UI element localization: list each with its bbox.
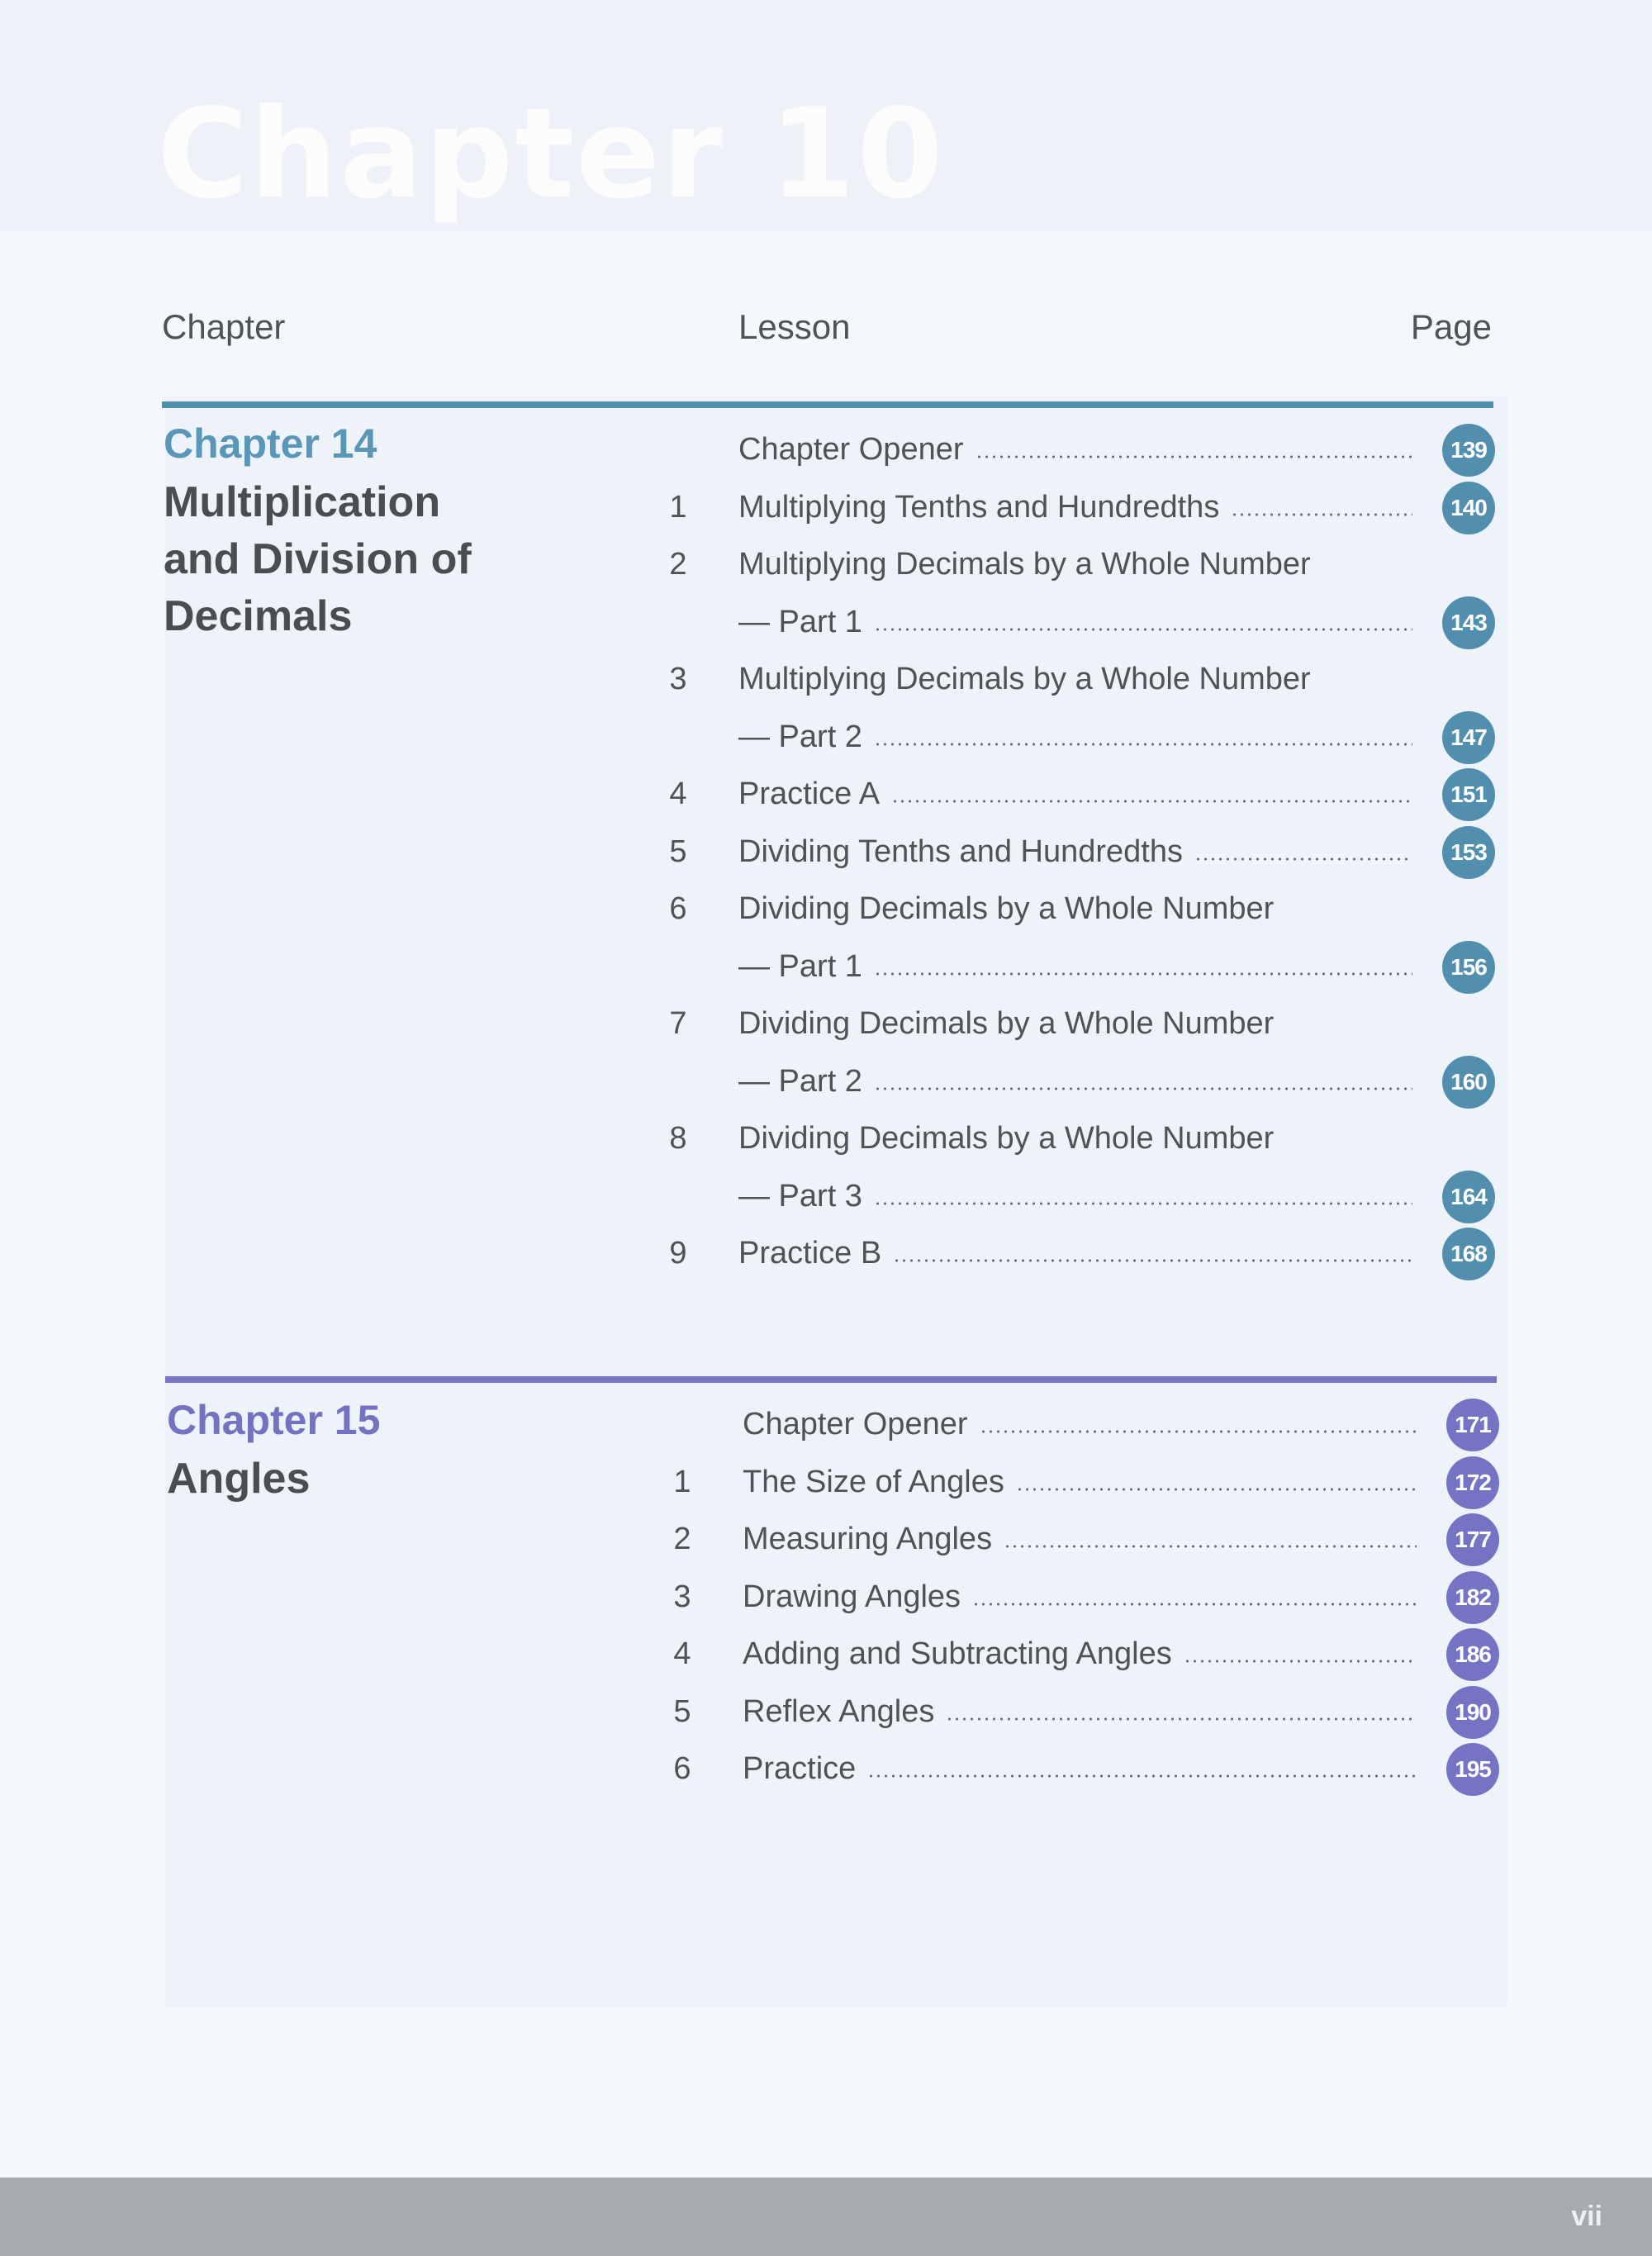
chapter-title-line: Decimals — [164, 592, 353, 640]
lesson-title-text: The Size of Angles — [743, 1464, 1004, 1499]
lesson-number: 1 — [673, 1464, 691, 1499]
lesson-title — [743, 1684, 1417, 1741]
dot-leader — [976, 455, 1413, 458]
dot-leader — [1016, 1488, 1417, 1491]
lesson-title-text: Multiplying Decimals by a Whole Number — [738, 662, 1311, 696]
toc-lesson-row[interactable] — [661, 766, 1495, 824]
chapter-15-heading — [167, 1396, 380, 1508]
dot-leader — [874, 1087, 1412, 1090]
dot-leader — [1184, 1660, 1417, 1663]
lesson-number: 2 — [669, 547, 687, 582]
page-number-badge[interactable]: 139 — [1442, 424, 1495, 477]
chapter-title-line: Multiplication — [164, 478, 441, 526]
toc-lesson-row — [661, 651, 1495, 709]
lesson-number: 9 — [669, 1236, 687, 1270]
page-number-badge[interactable]: 140 — [1442, 482, 1495, 534]
toc-lesson-row[interactable] — [665, 1626, 1499, 1684]
ghost-title: Chapter 10 — [157, 83, 945, 226]
toc-header — [162, 307, 1492, 357]
lesson-title — [738, 1053, 1412, 1110]
lesson-title-text: — Part 2 — [738, 719, 862, 754]
toc-lesson-row[interactable] — [665, 1684, 1499, 1741]
lesson-title-text: Adding and Subtracting Angles — [743, 1636, 1172, 1671]
page-number-badge[interactable]: 156 — [1442, 941, 1495, 994]
lesson-title-text: Multiplying Decimals by a Whole Number — [738, 547, 1311, 582]
toc-lesson-row[interactable] — [661, 824, 1495, 881]
chapter-title — [164, 474, 472, 645]
dot-leader — [874, 972, 1412, 976]
page-number-badge[interactable]: 164 — [1442, 1171, 1495, 1223]
lesson-title-text: Drawing Angles — [743, 1579, 961, 1614]
toc-lesson-row — [661, 995, 1495, 1053]
toc-lesson-row[interactable] — [665, 1511, 1499, 1569]
lesson-title-text: Practice B — [738, 1236, 882, 1270]
lesson-number: 7 — [669, 1006, 687, 1041]
dot-leader — [980, 1430, 1417, 1433]
lesson-title — [743, 1396, 1417, 1453]
lesson-title — [738, 766, 1412, 823]
page-number-badge[interactable]: 160 — [1442, 1056, 1495, 1109]
lesson-title-text: Practice A — [738, 777, 881, 811]
lesson-number: 3 — [669, 662, 687, 696]
toc-lesson-row[interactable] — [661, 938, 1495, 996]
page-number-badge[interactable]: 190 — [1446, 1686, 1499, 1739]
lesson-title-text: Dividing Decimals by a Whole Number — [738, 891, 1275, 926]
dot-leader — [1194, 857, 1412, 861]
lesson-title — [738, 938, 1412, 995]
lesson-title — [738, 536, 1412, 593]
lesson-title — [743, 1454, 1417, 1511]
lesson-number: 2 — [673, 1522, 691, 1556]
dot-leader — [972, 1603, 1417, 1606]
dot-leader — [893, 1259, 1412, 1262]
lesson-title-text: Chapter Opener — [743, 1407, 968, 1441]
toc-lesson-row[interactable] — [665, 1569, 1499, 1627]
page-number-badge[interactable]: 168 — [1442, 1228, 1495, 1280]
dot-leader — [1231, 513, 1412, 516]
toc-lesson-row[interactable] — [661, 1053, 1495, 1111]
lesson-title — [738, 881, 1412, 938]
lesson-title — [738, 479, 1412, 536]
lesson-title — [743, 1511, 1417, 1568]
page-number-badge[interactable]: 143 — [1442, 596, 1495, 649]
toc-lesson-row — [661, 1110, 1495, 1168]
page-number: vii — [1571, 2201, 1602, 2232]
lesson-number: 4 — [669, 777, 687, 811]
dot-leader — [874, 628, 1412, 631]
lesson-title-text: — Part 2 — [738, 1063, 862, 1099]
lesson-title-text: — Part 3 — [738, 1178, 862, 1213]
lesson-number: 5 — [669, 834, 687, 869]
lesson-title — [738, 1225, 1412, 1282]
header-lesson: Lesson — [738, 307, 851, 346]
chapter-14-divider — [162, 401, 1493, 408]
header-chapter: Chapter — [162, 307, 286, 346]
lesson-title-text: Reflex Angles — [743, 1693, 935, 1729]
toc-lesson-row[interactable] — [661, 421, 1495, 479]
lesson-title-text: Dividing Tenths and Hundredths — [738, 834, 1183, 869]
page-number-badge[interactable]: 195 — [1446, 1743, 1499, 1796]
lesson-number: 5 — [673, 1693, 691, 1729]
lesson-title-text: Dividing Decimals by a Whole Number — [738, 1121, 1275, 1156]
lesson-number: 3 — [673, 1579, 691, 1614]
lesson-number: 8 — [669, 1121, 687, 1156]
lesson-title — [738, 594, 1412, 651]
page-number-badge[interactable]: 172 — [1446, 1456, 1499, 1509]
lesson-title — [738, 1168, 1412, 1225]
page-number-badge[interactable]: 151 — [1442, 768, 1495, 821]
toc-lesson-row[interactable] — [665, 1454, 1499, 1512]
page-number-badge[interactable]: 171 — [1446, 1399, 1499, 1451]
toc-lesson-row[interactable] — [665, 1396, 1499, 1454]
toc-lesson-row[interactable] — [661, 479, 1495, 537]
dot-leader — [946, 1717, 1417, 1721]
toc-lesson-row[interactable] — [665, 1741, 1499, 1798]
dot-leader — [874, 1202, 1412, 1205]
lesson-number: 6 — [669, 891, 687, 926]
page-number-badge[interactable]: 147 — [1442, 711, 1495, 764]
lesson-number: 1 — [669, 489, 687, 525]
chapter-title-line: and Division of — [164, 535, 472, 583]
lesson-title — [738, 421, 1412, 478]
toc-lesson-row — [661, 536, 1495, 594]
toc-lesson-row — [661, 881, 1495, 938]
lesson-title-text: — Part 1 — [738, 604, 862, 639]
chapter-number: Chapter 15 — [167, 1397, 381, 1443]
dot-leader — [867, 1774, 1417, 1778]
toc-lesson-row[interactable] — [661, 1225, 1495, 1283]
page-number-badge[interactable]: 153 — [1442, 826, 1495, 879]
lesson-title-text: — Part 1 — [738, 948, 862, 984]
lesson-title-text: Multiplying Tenths and Hundredths — [738, 489, 1220, 525]
page-number-badge[interactable]: 177 — [1446, 1513, 1499, 1566]
header-page: Page — [1410, 307, 1492, 346]
chapter-title — [167, 1451, 380, 1508]
lesson-title — [738, 995, 1412, 1052]
chapter-number: Chapter 14 — [164, 420, 377, 467]
lesson-title-text: Practice — [743, 1751, 857, 1786]
dot-leader — [1004, 1545, 1417, 1548]
page-footer — [0, 2178, 1652, 2256]
chapter-title-line: Angles — [167, 1455, 311, 1503]
chapter-15-divider — [165, 1376, 1497, 1383]
dot-leader — [874, 743, 1412, 746]
lesson-title — [738, 651, 1412, 708]
chapter-15-lessons — [665, 1396, 1499, 1798]
lesson-number: 4 — [673, 1636, 691, 1671]
lesson-title-text: Dividing Decimals by a Whole Number — [738, 1006, 1275, 1041]
toc-lesson-row[interactable] — [661, 1168, 1495, 1226]
toc-lesson-row[interactable] — [661, 594, 1495, 652]
lesson-title — [743, 1626, 1417, 1683]
page-number-badge[interactable]: 186 — [1446, 1628, 1499, 1681]
chapter-14-lessons — [661, 421, 1495, 1283]
lesson-title-text: Measuring Angles — [743, 1522, 993, 1556]
lesson-title — [743, 1569, 1417, 1626]
lesson-title — [738, 1110, 1412, 1167]
lesson-title-text: Chapter Opener — [738, 432, 964, 467]
chapter-14-heading — [164, 420, 472, 645]
lesson-title — [743, 1741, 1417, 1798]
lesson-title — [738, 709, 1412, 766]
lesson-number: 6 — [673, 1751, 691, 1786]
lesson-title — [738, 824, 1412, 881]
toc-lesson-row[interactable] — [661, 709, 1495, 767]
dot-leader — [891, 800, 1412, 803]
page-number-badge[interactable]: 182 — [1446, 1571, 1499, 1624]
